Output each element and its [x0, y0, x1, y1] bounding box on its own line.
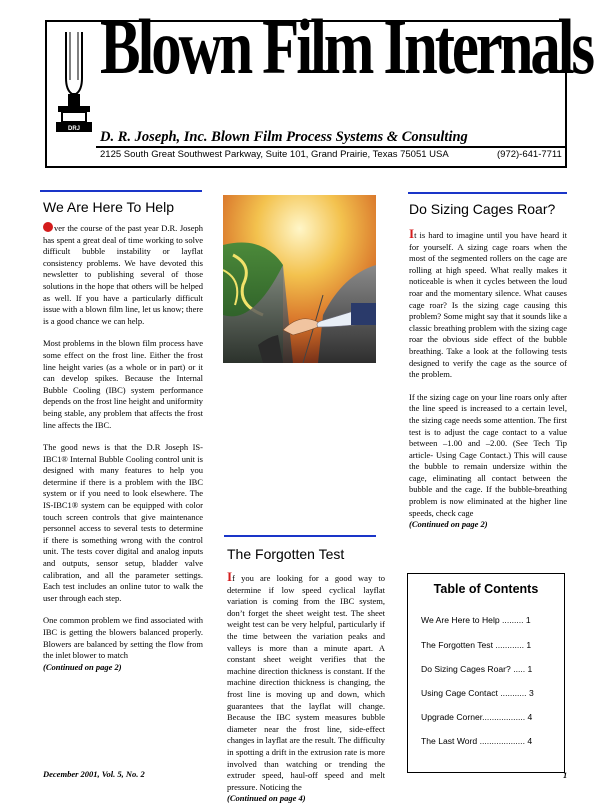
dropcap-i: I	[227, 569, 233, 584]
footer-page-number: 1	[563, 770, 568, 780]
address-rule	[96, 146, 566, 148]
column1-rule	[40, 190, 202, 192]
toc-entry[interactable]: Do Sizing Cages Roar? ..... 1	[421, 664, 533, 674]
toc-entry[interactable]: The Last Word ................... 4	[421, 736, 533, 746]
column3-rule	[408, 192, 567, 194]
continued-link[interactable]: (Continued on page 2)	[43, 661, 122, 672]
dropcap-o-icon	[43, 222, 53, 232]
company-address: 2125 South Great Southwest Parkway, Suite 101, Grand Prairie, Texas 75051 USA	[100, 149, 449, 160]
company-subtitle: D. R. Joseph, Inc. Blown Film Process Systems & Consulting	[100, 129, 468, 145]
die-bubble-logo-icon	[52, 30, 96, 140]
article-body-sizing-cages	[409, 228, 567, 531]
continued-link[interactable]: (Continued on page 2)	[409, 519, 488, 530]
article-paragraph: The good news is that the D.R Joseph IS-IBC1® Internal Bubble Cooling control unit is designed with many features to help you determine if there is a problem with the IBC system or if you need to look elsewhere. The IS-IBC1® system can be equipped with color touch screen controls that give maintenance personnel access to several tests to determine if there is something wrong with the control unit. The tests cover digital and analog inputs and outputs, sensor setup, bladder valve calibration, and all the parameter settings. Each test includes an online tutor to walk the user through each step.	[43, 442, 203, 603]
article-paragraph: t is hard to imagine until you have heard it for yourself. A sizing cage roars when the most of the segmented rollers on the cage are rolling at high speed. What really makes it noticeable is when it cycles between the loud roar and the momentary silence. What causes cage roar? Is the sizing cage causing this problem? Some might say that it sounds like a classic breathing problem with the sizing cage roar the obvious side effect of the bubble breathing. Take a look at the following tests designed to verify the cage as the source of the problem.	[409, 230, 567, 380]
toc-entry[interactable]: Using Cage Contact ........... 3	[421, 688, 534, 698]
column2-rule	[224, 535, 376, 537]
company-phone: (972)-641-7711	[497, 149, 562, 160]
toc-entry[interactable]: Upgrade Corner.................. 4	[421, 712, 533, 722]
svg-text:DRJ: DRJ	[67, 126, 81, 132]
article-paragraph: If the sizing cage on your line roars only after the line speed is increased to a certain level, the sizing cage needs some attention. The first test is to adjust the cage contact to a value between –1.00 and –2.00. (See Tech Tip article- Using Cage Contact.) This will cause the bubble to remain undersize within the cage, eliminating all contact between the bubble and the cage. If the bubble-breathing problem is now eliminated at the higher line speeds, check cage	[409, 391, 567, 518]
article-paragraph: f you are looking for a good way to determine if low speed cyclical layflat variation is coming from the IBC system, don’t forget the sheet weight test. The sheet weight test can be very helpful, particularly if the time between the variation peaks and valleys is more than a minute apart. A constant sheet weight verifies that the machine direction thickness is constant. If the machine direction thickness is changing, the frost line is moving up and down, which guarantees that the layflat will change. Because the IBC system measures bubble diameter near the frost line, side-effect changes in layflat are the result. The difficulty in spotting a drift in the extrusion rate is more involved than watching or trending the extruder speed, haul-off speed and melt pressure. Noticing the	[227, 573, 385, 792]
toc-entry[interactable]: The Forgotten Test ............ 1	[421, 640, 532, 650]
article-heading-forgotten-test: The Forgotten Test	[227, 546, 345, 562]
article-body-we-are-here	[43, 222, 203, 673]
dropcap-i: I	[409, 226, 415, 241]
handshake-over-chasm-illustration	[223, 195, 376, 363]
footer-issue-info: December 2001, Vol. 5, No. 2	[43, 769, 145, 779]
article-heading-sizing-cages: Do Sizing Cages Roar?	[409, 201, 556, 217]
newsletter-title: Blown Film Internals	[100, 3, 592, 90]
toc-entry[interactable]: We Are Here to Help ......... 1	[421, 615, 531, 625]
article-paragraph: ver the course of the past year D.R. Joseph has spent a great deal of time working to solve difficult bubble instability or layflat consistency problems. We have devoted this newsletter to publishing several of those solutions in the hope that others will be helped as well. If you have a particularly difficult issue with a blown film line, let us know; there is a good chance we can help.	[43, 223, 203, 326]
continued-link[interactable]: (Continued on page 4)	[227, 793, 306, 804]
article-heading-we-are-here: We Are Here To Help	[43, 199, 174, 215]
article-body-forgotten-test	[227, 571, 385, 805]
article-paragraph: One common problem we find associated with IBC is getting the blowers balanced properly. Blowers are balanced by setting the flow from the inlet blower to match	[43, 615, 203, 661]
article-paragraph: Most problems in the blown film process have some effect on the frost line. Either the frost line height varies (as a whole or in part) or it can develop spikes. Because the Internal Bubble Cooling (IBC) system performance depends on the frost line height and uniformity being stable, any problem that affects the frost line affects the IBC.	[43, 338, 203, 430]
toc-title: Table of Contents	[433, 582, 539, 596]
